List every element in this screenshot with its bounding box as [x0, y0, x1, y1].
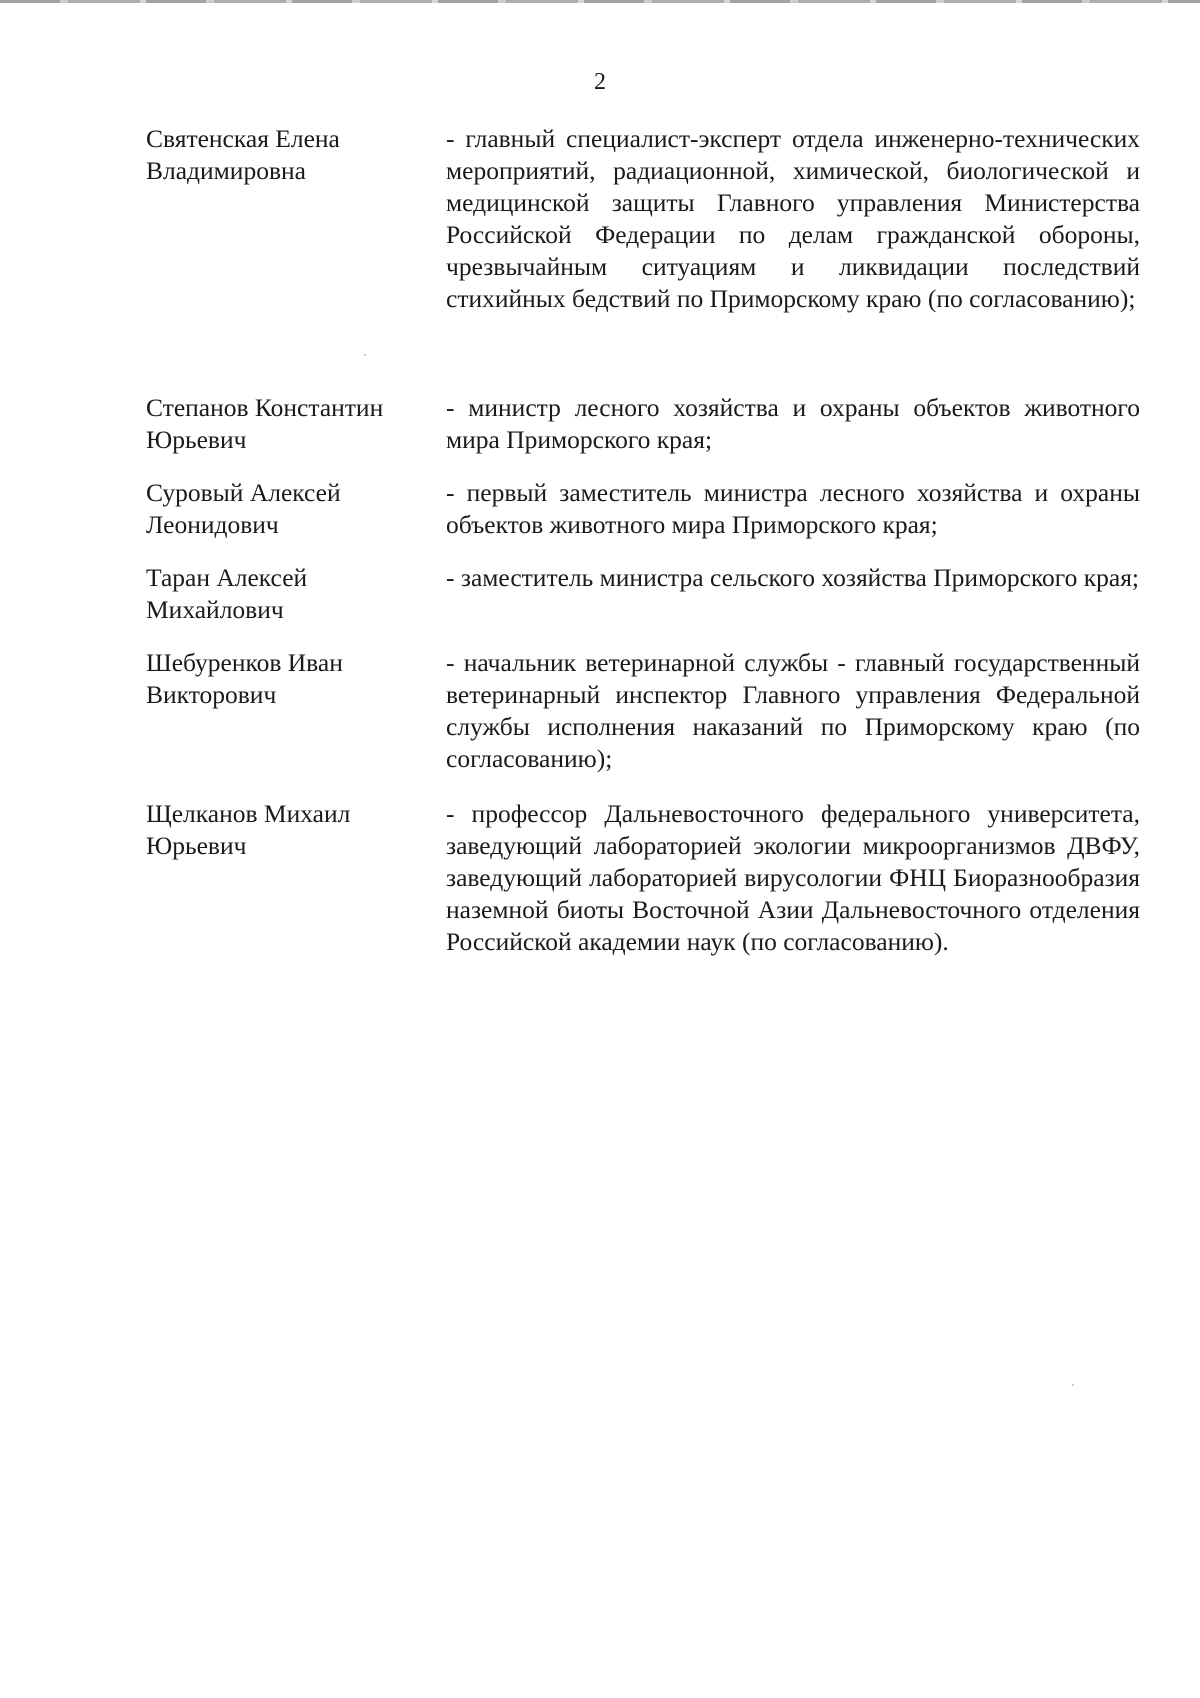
member-position: - первый заместитель министра лесного хозяйства и охраны объектов животного мира Приморского края;	[446, 478, 1140, 539]
scan-speck	[1072, 1384, 1074, 1386]
member-position: - начальник ветеринарной службы - главный государственный ветеринарный инспектор Главного управления Федеральной службы исполнения наказаний по Приморскому краю (по согласованию);	[446, 648, 1140, 773]
member-position: - главный специалист-эксперт отдела инженерно-технических мероприятий, радиационной, химической, биологической и медицинской защиты Главного управления Министерства Российской Федерации по делам гражданской обороны, чрезвычайным ситуациям и ликвидации последствий стихийных бедствий по Приморскому краю (по согласованию);	[446, 124, 1140, 313]
member-name: Шебуренков Иван Викторович	[146, 648, 343, 709]
page-number: 2	[594, 69, 606, 95]
member-position: - заместитель министра сельского хозяйства Приморского края;	[446, 563, 1140, 592]
member-position: - министр лесного хозяйства и охраны объектов животного мира Приморского края;	[446, 393, 1140, 454]
member-name: Степанов Константин Юрьевич	[146, 393, 384, 454]
member-name: Щелканов Михаил Юрьевич	[146, 799, 351, 860]
member-position: - профессор Дальневосточного федерального университета, заведующий лабораторией экологии микроорганизмов ДВФУ, заведующий лабораторией вирусологии ФНЦ Биоразнообразия наземной биоты Восточной Азии Дальневосточного отделения Российской академии наук (по согласованию).	[446, 799, 1140, 956]
member-name: Таран Алексей Михайлович	[146, 563, 308, 624]
scan-speck	[364, 354, 366, 356]
member-name: Святенская Елена Владимировна	[146, 124, 340, 185]
member-name: Суровый Алексей Леонидович	[146, 478, 341, 539]
